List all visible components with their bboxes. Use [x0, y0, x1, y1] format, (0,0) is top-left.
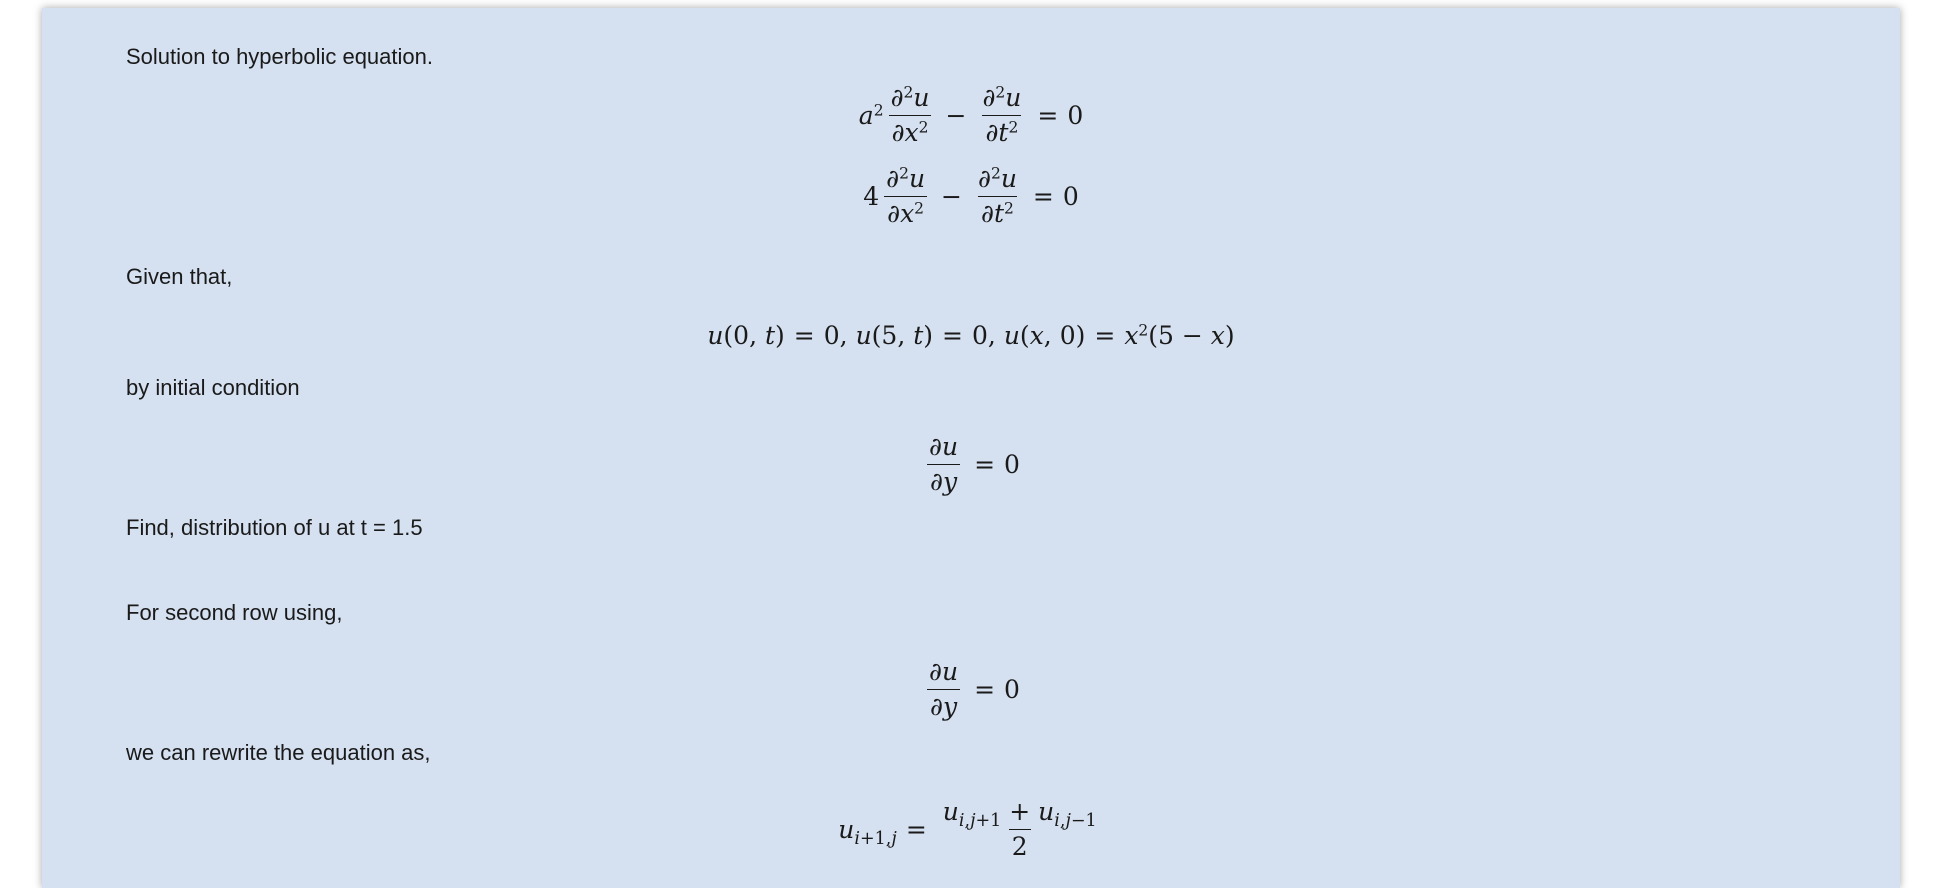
equation-second-row-derivative: $\frac{\partial u}{\partial y}$ = 0	[42, 658, 1900, 720]
equation-wave-specific: 4 $\frac{\partial^2u}{\partial x^2}$ − $\frac{\partial^2u}{\partial t^2}$ = 0	[863, 164, 1079, 228]
equation-recurrence: $u_{i+1,j}$ = $\frac{u_{i,j+1} + u_{i,j-1}}{2}$	[838, 797, 1097, 861]
equation-wave-general: $a^2$ $\frac{\partial^2u}{\partial x^2}$ − $\frac{\partial^2u}{\partial t^2}$ = 0	[858, 83, 1084, 147]
rewrite-text: we can rewrite the equation as,	[126, 740, 431, 765]
intro-text: Solution to hyperbolic equation.	[126, 44, 433, 69]
given-text: Given that,	[126, 264, 233, 289]
find-text: Find, distribution of u at t = 1.5	[126, 515, 423, 540]
initial-condition-text: by initial condition	[126, 375, 300, 400]
equation-boundary-conditions: u(0, t) = 0, u(5, t) = 0, u(x, 0) = $x^2(5 - x)$	[707, 321, 1235, 350]
equation-initial-derivative: $\frac{\partial u}{\partial y}$ = 0	[42, 433, 1900, 495]
content-card	[42, 8, 1900, 888]
second-row-text: For second row using,	[126, 600, 343, 625]
